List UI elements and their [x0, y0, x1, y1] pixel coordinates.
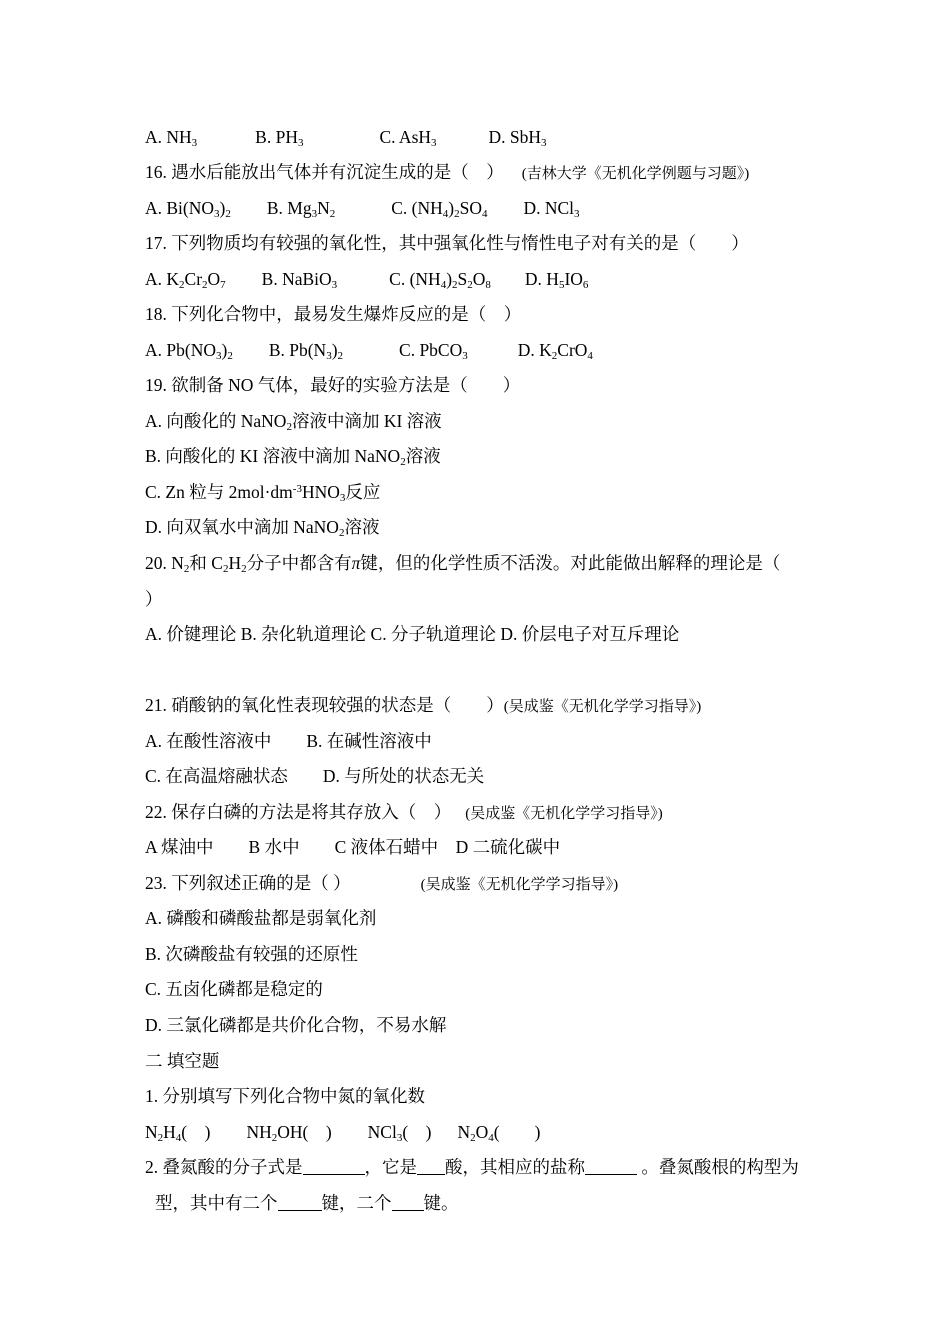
question-source: (吴成鉴《无机化学学习指导》) [420, 877, 619, 893]
fill-question-1-stem: 1. 分别填写下列化合物中氮的氧化数 [145, 1086, 425, 1106]
question-source: (吉林大学《无机化学例题与习题》) [521, 166, 750, 182]
question-21-stem: 21. 硝酸钠的氧化性表现较强的状态是（ ）(吴成鉴《无机化学学习指导》) [145, 695, 702, 715]
question-source: (吴成鉴《无机化学学习指导》) [465, 806, 663, 822]
pi-symbol: π [351, 553, 361, 573]
question-16-options: A. $Bi(NO_3)_2$ B. $Mg_3N_2$ C. $(NH_4)_2SO_4$ D. NCl$_3$ [145, 198, 580, 220]
question-19-stem: 19. 欲制备 NO 气体，最好的实验方法是（ ） [145, 375, 521, 395]
question-21-options-cd: C. 在高温熔融状态 D. 与所处的状态无关 [145, 766, 485, 786]
fill-question-1-compounds: $N_2H_4$( ) $NH_2OH$( ) NCl$_3$( ) $N_2O_4$( ) [145, 1122, 541, 1144]
fill-question-2-line1: 2. 叠氮酸的分子式是 ，它是 酸，其相应的盐称 。叠氮酸根的构型为 [145, 1157, 799, 1177]
answer-blank[interactable] [303, 1158, 365, 1175]
question-16-stem: 16. 遇水后能放出气体并有沉淀生成的是（ ） (吉林大学《无机化学例题与习题》) [145, 162, 750, 182]
question-20-stem-continued: ） [145, 589, 163, 609]
question-19-option-b: B. 向酸化的 KI 溶液中滴加 NaNO$_2$溶液 [145, 446, 441, 468]
question-23-option-d: D. 三氯化磷都是共价化合物，不易水解 [145, 1015, 447, 1035]
question-source: (吴成鉴《无机化学学习指导》) [503, 699, 702, 715]
answer-blank[interactable] [585, 1158, 637, 1175]
question-23-stem: 23. 下列叙述正确的是（ ） (吴成鉴《无机化学学习指导》) [145, 873, 619, 893]
question-20-stem: 20. $N_2$和 $C_2H_2$分子中都含有π键，但的化学性质不活泼。对此能做出解释的理论是（ [145, 553, 781, 575]
question-19-option-a: A. 向酸化的 NaNO$_2$溶液中滴加 KI 溶液 [145, 411, 442, 433]
question-23-option-a: A. 磷酸和磷酸盐都是弱氧化剂 [145, 908, 377, 928]
question-19-option-d: D. 向双氧水中滴加 NaNO$_2$溶液 [145, 517, 380, 539]
question-23-option-b: B. 次磷酸盐有较强的还原性 [145, 944, 358, 964]
answer-blank[interactable] [417, 1158, 445, 1175]
section-title: 二 填空题 [145, 1051, 220, 1071]
q15-options: A. $NH_3$ B. $PH_3$ C. AsH$_3$ D. SbH$_3$ [145, 127, 547, 149]
question-22-stem: 22. 保存白磷的方法是将其存放入（ ） (吴成鉴《无机化学学习指导》) [145, 802, 663, 822]
question-22-options: A 煤油中 B 水中 C 液体石蜡中 D 二硫化碳中 [145, 837, 561, 857]
question-20-options: A. 价键理论 B. 杂化轨道理论 C. 分子轨道理论 D. 价层电子对互斥理论 [145, 624, 680, 644]
question-18-options: A. $Pb(NO_3)_2$ B. $Pb(N_3)_2$ C. PbCO$_3$ D. $K_2CrO_4$ [145, 340, 593, 362]
fill-question-2-line2: 型，其中有二个 键，二个 键。 [155, 1193, 459, 1213]
question-19-option-c: C. Zn 粒与 $2mol\cdot dm^{-3}HNO_3$反应 [145, 482, 381, 504]
question-18-stem: 18. 下列化合物中，最易发生爆炸反应的是（ ） [145, 304, 522, 324]
question-21-options-ab: A. 在酸性溶液中 B. 在碱性溶液中 [145, 731, 432, 751]
answer-blank[interactable] [392, 1194, 424, 1211]
question-17-options: A. $K_2Cr_2O_7$ B. NaBiO$_3$ C. $(NH_4)_2S_2O_8$ D. $H_5IO_6$ [145, 269, 589, 291]
question-23-option-c: C. 五卤化磷都是稳定的 [145, 979, 323, 999]
answer-blank[interactable] [278, 1194, 322, 1211]
question-17-stem: 17. 下列物质均有较强的氧化性，其中强氧化性与惰性电子对有关的是（ ） [145, 233, 749, 253]
